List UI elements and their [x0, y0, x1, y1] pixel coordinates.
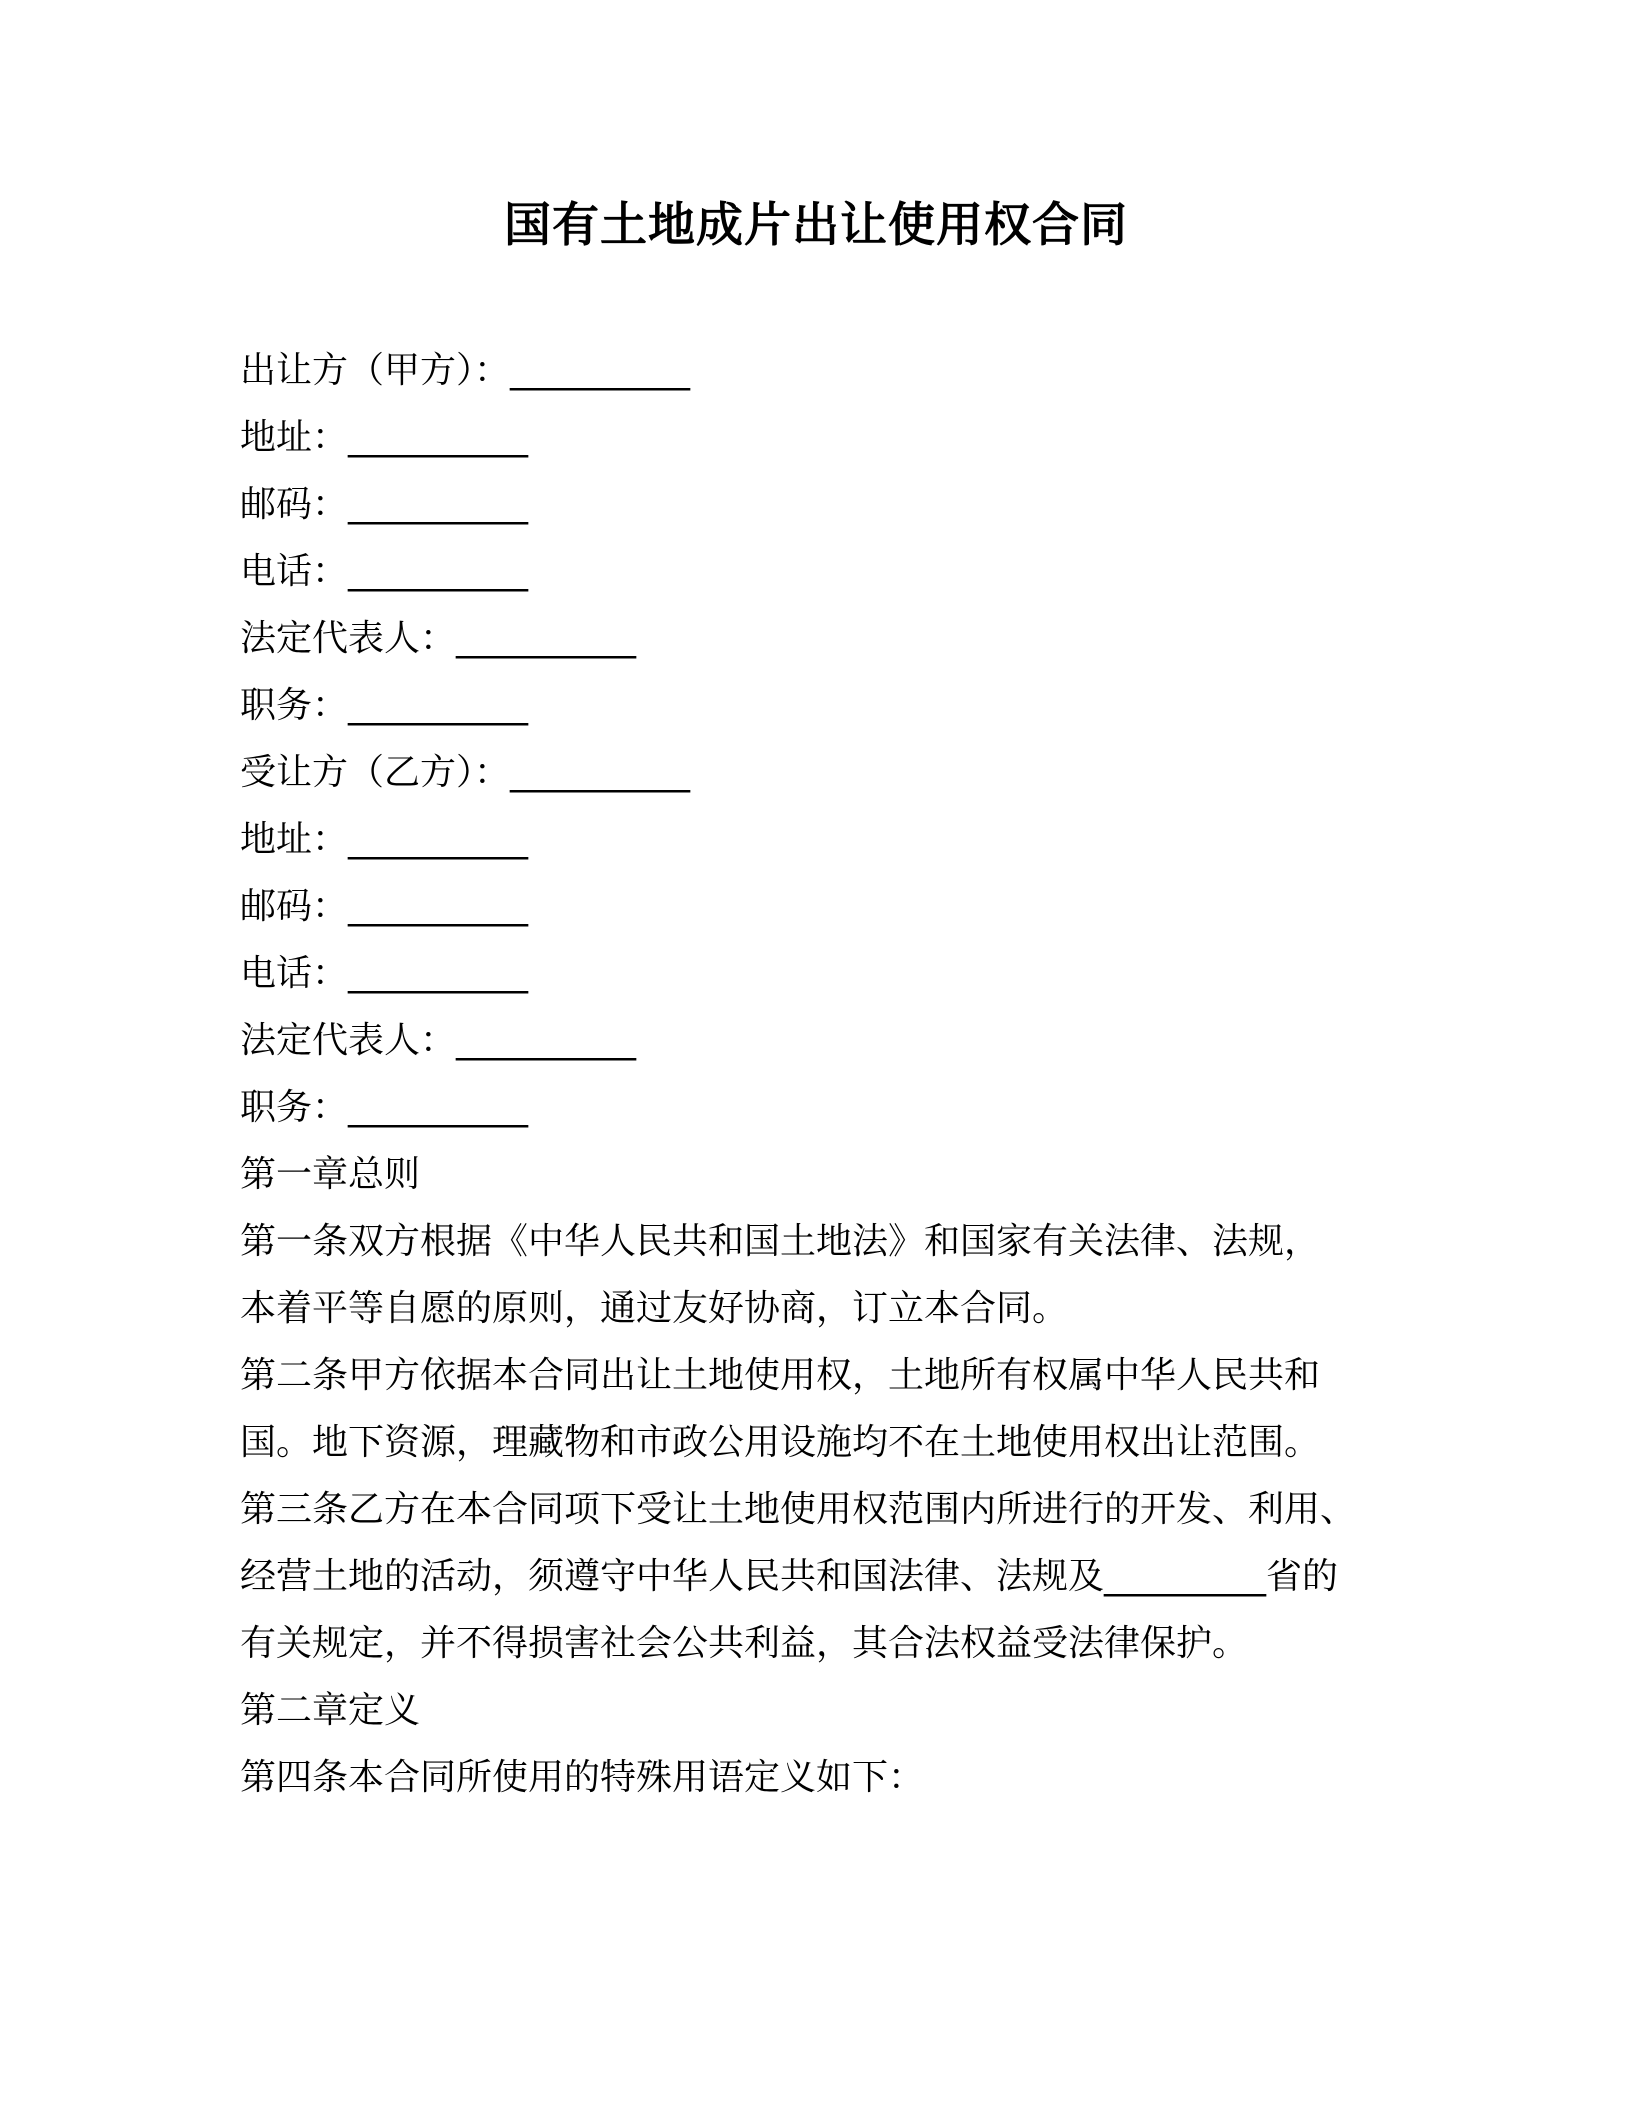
party-a-postcode-line: 邮码：__________	[240, 484, 529, 525]
party-b-line: 受让方（乙方）：__________	[240, 752, 691, 793]
article-text-line: 第一条双方根据《中华人民共和国土地法》和国家有关法律、法规，	[240, 1221, 1321, 1262]
party-b-position-line: 职务：__________	[240, 1087, 529, 1128]
party-a-line: 出让方（甲方）：__________	[240, 350, 691, 391]
party-a-legal-rep-line: 法定代表人：__________	[240, 618, 637, 659]
party-b-legal-rep-line: 法定代表人：__________	[240, 1020, 637, 1061]
party-b-postcode-line: 邮码：__________	[240, 886, 529, 927]
party-b-address-line: 地址：__________	[240, 819, 529, 860]
party-a-position-line: 职务：__________	[240, 685, 529, 726]
document-title: 国有土地成片出让使用权合同	[504, 198, 1128, 253]
party-b-phone-line: 电话：__________	[240, 953, 529, 994]
article-text-line: 有关规定，并不得损害社会公共利益，其合法权益受法律保护。	[240, 1623, 1249, 1664]
party-a-address-line: 地址：__________	[240, 417, 529, 458]
article-text-line: 国。地下资源，理藏物和市政公用设施均不在土地使用权出让范围。	[240, 1422, 1321, 1463]
chapter-heading: 第一章总则	[240, 1154, 421, 1195]
article-text-line: 本着平等自愿的原则，通过友好协商，订立本合同。	[240, 1288, 1069, 1329]
article-text-line: 经营土地的活动，须遵守中华人民共和国法律、法规及_________省的	[240, 1556, 1339, 1597]
article-text-line: 第四条本合同所使用的特殊用语定义如下：	[240, 1757, 925, 1798]
chapter-heading: 第二章定义	[240, 1690, 421, 1731]
document-body	[240, 337, 1400, 1811]
party-a-phone-line: 电话：__________	[240, 551, 529, 592]
article-text-line: 第二条甲方依据本合同出让土地使用权，土地所有权属中华人民共和	[240, 1355, 1321, 1396]
article-text-line: 第三条乙方在本合同项下受让土地使用权范围内所进行的开发、利用、	[240, 1489, 1357, 1530]
